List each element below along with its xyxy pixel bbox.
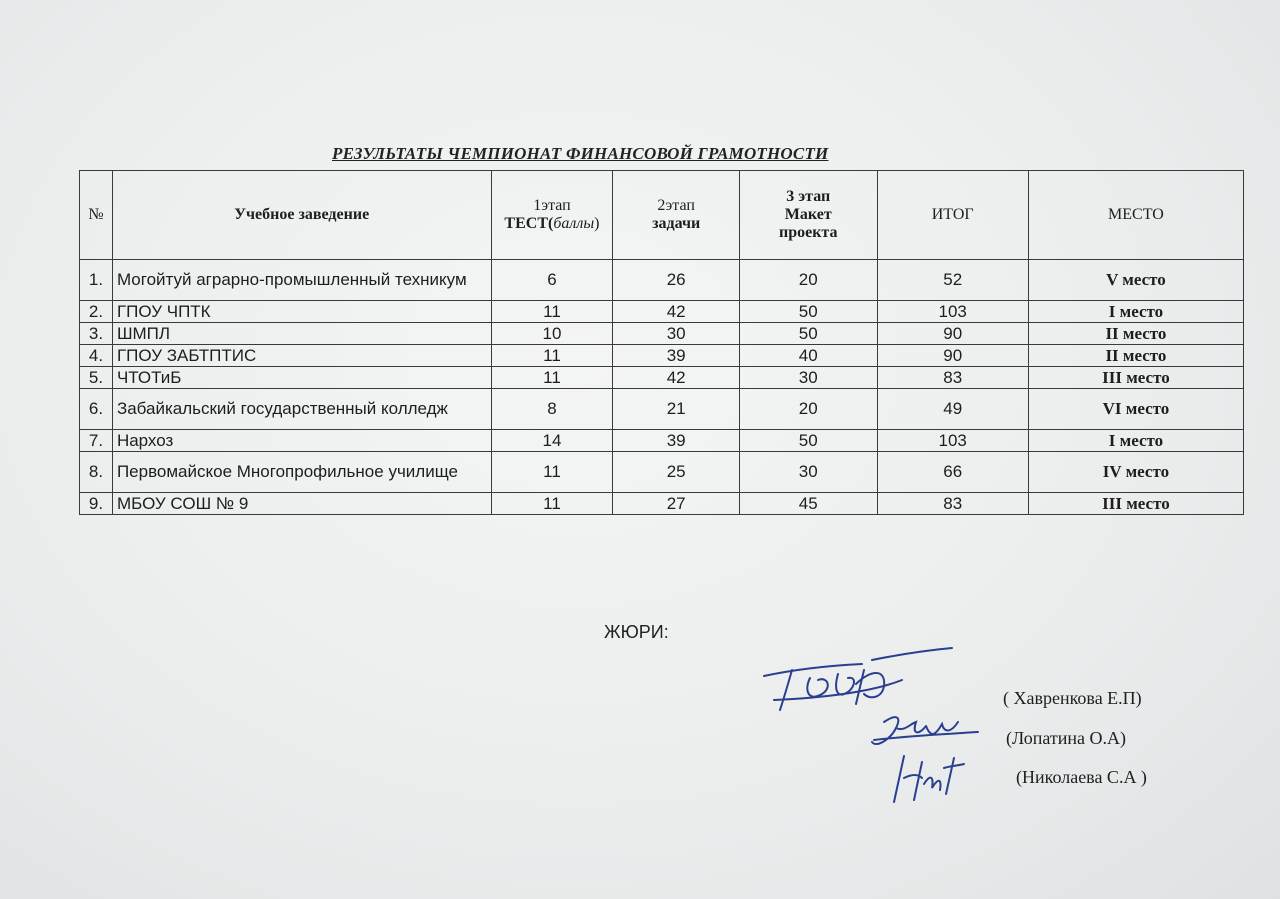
stage2-score: 42 <box>613 301 740 323</box>
place: III место <box>1028 493 1243 515</box>
stage3-score: 50 <box>739 301 877 323</box>
table-row <box>80 260 1244 301</box>
signature-3-icon <box>884 748 974 808</box>
stage3-score: 30 <box>739 367 877 389</box>
header-stage1-line2b: баллы <box>553 215 595 232</box>
header-stage2-line1: 2этап <box>657 197 695 214</box>
stage2-score: 39 <box>613 345 740 367</box>
signature-2-icon <box>866 702 986 754</box>
stage3-score: 20 <box>739 260 877 301</box>
stage2-score: 39 <box>613 430 740 452</box>
jury-member-1: ( Хавренкова Е.П) <box>1003 688 1142 708</box>
stage2-score: 42 <box>613 367 740 389</box>
institution-name: ШМПЛ <box>112 323 491 345</box>
total-score: 90 <box>877 345 1028 367</box>
header-stage1-line2c: ) <box>594 215 600 232</box>
stage3-score: 40 <box>739 345 877 367</box>
table-row <box>80 301 1244 323</box>
header-num: № <box>80 171 113 260</box>
header-total: ИТОГ <box>877 171 1028 260</box>
stage1-score: 11 <box>491 301 613 323</box>
stage3-score: 45 <box>739 493 877 515</box>
stage1-score: 11 <box>491 345 613 367</box>
table-row <box>80 493 1244 515</box>
total-score: 49 <box>877 389 1028 430</box>
stage3-score: 50 <box>739 430 877 452</box>
header-stage2-line2: задачи <box>652 215 701 232</box>
stage2-score: 25 <box>613 452 740 493</box>
total-score: 83 <box>877 367 1028 389</box>
stage1-score: 11 <box>491 367 613 389</box>
stage2-score: 30 <box>613 323 740 345</box>
total-score: 52 <box>877 260 1028 301</box>
header-stage3-line3: проекта <box>778 224 838 241</box>
results-table <box>79 170 1244 515</box>
stage2-score: 26 <box>613 260 740 301</box>
stage3-score: 20 <box>739 389 877 430</box>
table-row <box>80 367 1244 389</box>
stage1-score: 14 <box>491 430 613 452</box>
stage1-score: 6 <box>491 260 613 301</box>
row-number: 5. <box>80 367 113 389</box>
stage1-score: 11 <box>491 452 613 493</box>
institution-name: Забайкальский государственный колледж <box>112 389 491 430</box>
table-row <box>80 389 1244 430</box>
row-number: 8. <box>80 452 113 493</box>
total-score: 83 <box>877 493 1028 515</box>
row-number: 7. <box>80 430 113 452</box>
total-score: 66 <box>877 452 1028 493</box>
header-institution: Учебное заведение <box>112 171 491 260</box>
table-row <box>80 345 1244 367</box>
stage2-score: 27 <box>613 493 740 515</box>
stage1-score: 10 <box>491 323 613 345</box>
row-number: 2. <box>80 301 113 323</box>
row-number: 4. <box>80 345 113 367</box>
jury-member-3: (Николаева С.А ) <box>1016 767 1147 787</box>
stage2-score: 21 <box>613 389 740 430</box>
total-score: 103 <box>877 301 1028 323</box>
document-title: РЕЗУЛЬТАТЫ ЧЕМПИОНАТ ФИНАНСОВОЙ ГРАМОТНОСТИ <box>332 144 829 163</box>
place: VI место <box>1028 389 1243 430</box>
institution-name: ЧТОТиБ <box>112 367 491 389</box>
institution-name: Могойтуй аграрно-промышленный техникум <box>112 260 491 301</box>
header-place: МЕСТО <box>1028 171 1243 260</box>
table-row <box>80 323 1244 345</box>
header-stage1 <box>491 171 613 260</box>
row-number: 3. <box>80 323 113 345</box>
place: III место <box>1028 367 1243 389</box>
stage3-score: 30 <box>739 452 877 493</box>
institution-name: Первомайское Многопрофильное училище <box>112 452 491 493</box>
header-stage3 <box>739 171 877 260</box>
header-stage3-line2: Макет <box>784 206 832 223</box>
total-score: 90 <box>877 323 1028 345</box>
stage1-score: 11 <box>491 493 613 515</box>
stage3-score: 50 <box>739 323 877 345</box>
institution-name: Нархоз <box>112 430 491 452</box>
place: II место <box>1028 345 1243 367</box>
row-number: 6. <box>80 389 113 430</box>
table-row <box>80 430 1244 452</box>
header-stage2 <box>613 171 740 260</box>
header-stage1-line1: 1этап <box>533 197 571 214</box>
place: V место <box>1028 260 1243 301</box>
row-number: 9. <box>80 493 113 515</box>
institution-name: МБОУ СОШ № 9 <box>112 493 491 515</box>
header-row <box>80 171 1244 260</box>
stage1-score: 8 <box>491 389 613 430</box>
place: I место <box>1028 430 1243 452</box>
row-number: 1. <box>80 260 113 301</box>
table-row <box>80 452 1244 493</box>
place: IV место <box>1028 452 1243 493</box>
header-stage1-line2a: ТЕСТ( <box>504 215 554 232</box>
place: II место <box>1028 323 1243 345</box>
place: I место <box>1028 301 1243 323</box>
jury-label: ЖЮРИ: <box>604 622 669 642</box>
institution-name: ГПОУ ЧПТК <box>112 301 491 323</box>
header-stage3-line1: 3 этап <box>786 188 831 205</box>
institution-name: ГПОУ ЗАБТПТИС <box>112 345 491 367</box>
total-score: 103 <box>877 430 1028 452</box>
jury-member-2: (Лопатина О.А) <box>1006 728 1127 748</box>
